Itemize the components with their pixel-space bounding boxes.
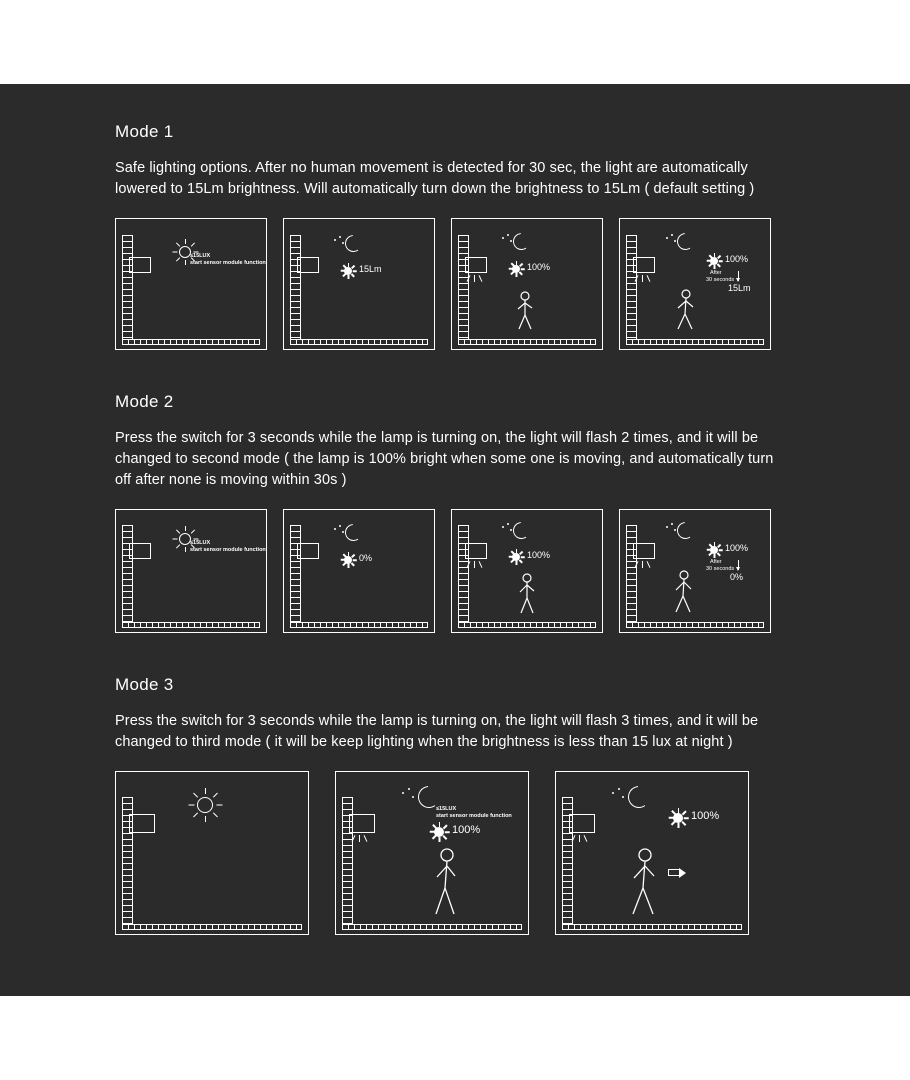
walking-person-icon: [512, 291, 538, 333]
walking-person-icon: [670, 289, 700, 333]
sensor-function-label: start sensor module function: [190, 260, 266, 266]
mode-3-description: Press the switch for 3 seconds while the lamp is turning on, the light will flash 3 times, and it will be changed to third mode ( it will be keep lighting when the brightness is less than 15 lux at night ): [115, 713, 759, 750]
lamp-rays-icon: [633, 561, 657, 573]
mode-1-panel-3: [451, 218, 603, 350]
lamp-fixture: [129, 543, 151, 559]
mode-3-panel-3: [555, 771, 749, 935]
ground: [290, 622, 428, 628]
brightness-value: 15Lm: [359, 264, 382, 274]
brightness-value: 100%: [452, 824, 481, 836]
wall: [626, 235, 637, 340]
lamp-fixture: [633, 257, 655, 273]
ground: [626, 339, 764, 345]
mode-2-panel-4: [619, 509, 771, 633]
ground: [122, 622, 260, 628]
lamp-fixture: [569, 814, 595, 833]
mode-3-panel-1: [115, 771, 309, 935]
arrow-right-icon: [668, 868, 686, 877]
mode-1-panel-2: [283, 218, 435, 350]
mode-1-panel-4: [619, 218, 771, 350]
brightness-value: 100%: [527, 550, 551, 560]
wall: [122, 235, 133, 340]
lux-threshold-label: ≤15LUX: [436, 806, 457, 812]
wall: [626, 525, 637, 623]
mode-3-panels: [115, 771, 795, 935]
ground: [122, 339, 260, 345]
moon-icon: [664, 522, 694, 542]
sensor-function-label: start sensor module function: [436, 813, 512, 819]
mode-1-title: Mode 1: [115, 122, 174, 141]
after-label: After: [710, 270, 722, 276]
lamp-fixture: [349, 814, 375, 833]
section-mode-2: [115, 354, 795, 633]
brightness-value: 100%: [527, 262, 551, 272]
brightness-icon: [706, 542, 722, 558]
lamp-fixture: [465, 543, 487, 559]
wall: [458, 525, 469, 623]
brightness-icon: [340, 263, 356, 279]
moon-icon: [664, 233, 694, 253]
moon-icon: [332, 235, 362, 255]
moon-icon: [500, 233, 530, 253]
moon-icon: [332, 524, 362, 544]
moon-icon: [608, 786, 650, 812]
ground: [290, 339, 428, 345]
document-content: [115, 84, 795, 939]
ground: [458, 339, 596, 345]
lamp-fixture: [465, 257, 487, 273]
sun-icon: [188, 788, 222, 822]
ground: [122, 924, 302, 930]
after-time-label: 30 seconds: [706, 566, 735, 572]
mode-2-panel-2: [283, 509, 435, 633]
walking-person-icon: [514, 573, 540, 617]
mode-1-panels: [115, 218, 795, 350]
mode-2-panel-3: [451, 509, 603, 633]
lamp-fixture: [297, 257, 319, 273]
section-mode-3: [115, 637, 795, 935]
lamp-fixture: [633, 543, 655, 559]
lamp-fixture: [297, 543, 319, 559]
ground: [342, 924, 522, 930]
lux-threshold-label: ≤15LUX: [190, 540, 211, 546]
dimmed-value: 15Lm: [728, 283, 751, 293]
mode-2-title: Mode 2: [115, 392, 174, 411]
lamp-fixture: [129, 257, 151, 273]
walking-person-icon: [624, 848, 664, 920]
brightness-icon: [668, 808, 688, 828]
moon-icon: [398, 786, 440, 812]
wall: [290, 525, 301, 623]
brightness-value: 100%: [725, 543, 749, 553]
wall: [458, 235, 469, 340]
mode-3-panel-2: [335, 771, 529, 935]
lamp-rays-icon: [465, 275, 489, 287]
sensor-function-label: start sensor module function: [190, 547, 266, 553]
wall: [122, 525, 133, 623]
ground: [626, 622, 764, 628]
document-page: [0, 84, 910, 996]
mode-2-description: Press the switch for 3 seconds while the lamp is turning on, the light will flash 2 times, and it will be changed to second mode ( the lamp is 100% bright when some one is moving, and automatically turn off after none is moving within 30s ): [115, 430, 774, 488]
walking-person-icon: [428, 848, 464, 920]
brightness-value: 100%: [725, 254, 749, 264]
after-label: After: [710, 559, 722, 565]
lamp-fixture: [129, 814, 155, 833]
lux-threshold-label: ≤15LUX: [190, 253, 211, 259]
moon-icon: [500, 522, 530, 542]
arrow-down-icon: [738, 560, 739, 570]
mode-1-panel-1: [115, 218, 267, 350]
brightness-icon: [508, 261, 524, 277]
mode-1-description: Safe lighting options. After no human movement is detected for 30 sec, the light are automatically lowered to 15Lm brightness. Will automatically turn down the brightness to 15Lm ( default setting ): [115, 160, 755, 197]
after-time-label: 30 seconds: [706, 277, 735, 283]
ground: [458, 622, 596, 628]
mode-2-panel-1: [115, 509, 267, 633]
ground: [562, 924, 742, 930]
mode-2-panels: [115, 509, 795, 633]
brightness-icon: [508, 549, 524, 565]
section-mode-1: [115, 84, 795, 350]
wall: [290, 235, 301, 340]
lamp-rays-icon: [570, 835, 594, 847]
lamp-rays-icon: [350, 835, 374, 847]
brightness-value: 0%: [359, 553, 373, 563]
lamp-rays-icon: [633, 275, 657, 287]
dimmed-value: 0%: [730, 572, 744, 582]
arrow-down-icon: [738, 271, 739, 281]
lamp-rays-icon: [465, 561, 489, 573]
mode-3-title: Mode 3: [115, 675, 174, 694]
brightness-value: 100%: [691, 810, 720, 822]
brightness-icon: [429, 822, 449, 842]
brightness-icon: [706, 253, 722, 269]
brightness-icon: [340, 552, 356, 568]
walking-person-icon: [668, 570, 698, 616]
